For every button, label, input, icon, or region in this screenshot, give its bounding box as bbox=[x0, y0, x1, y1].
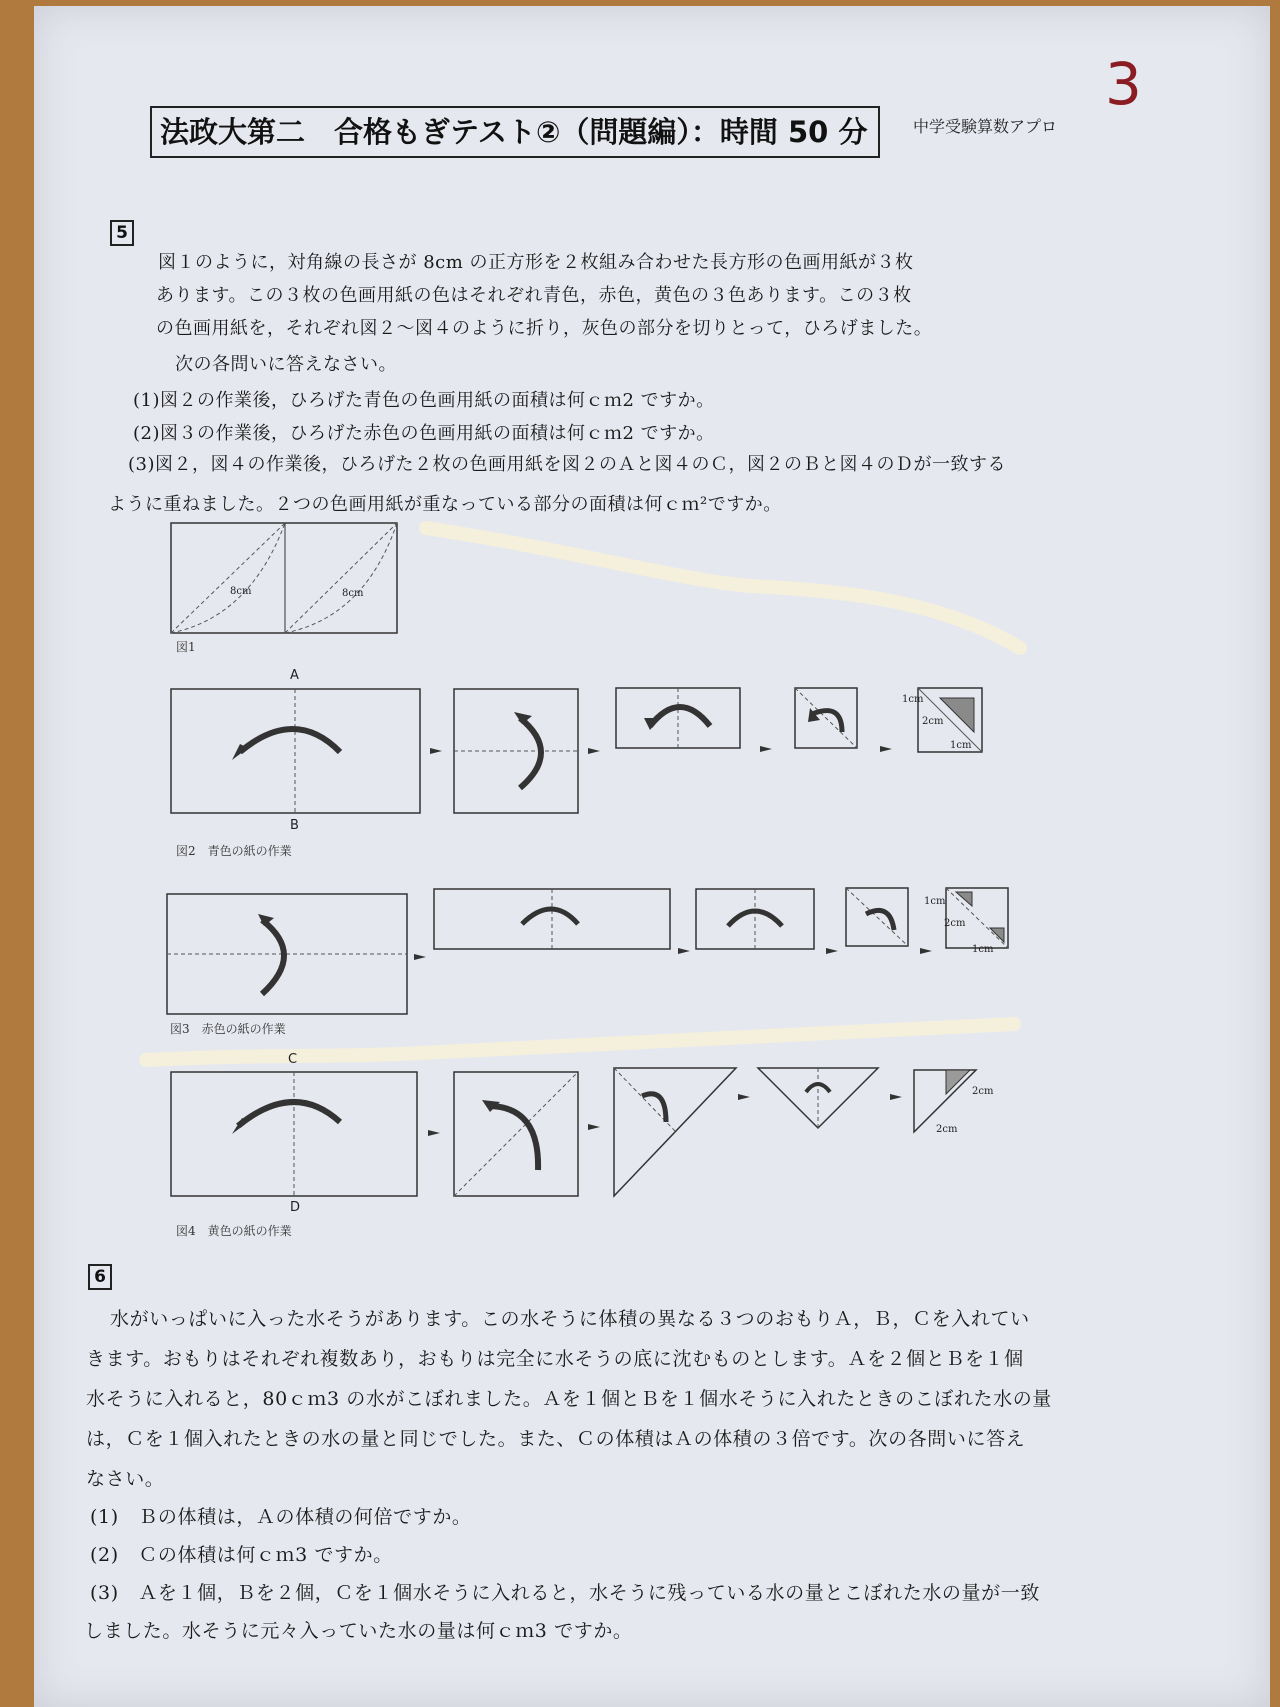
figure-3-diagram bbox=[166, 888, 1010, 1018]
fig3-caption: 図3 赤色の紙の作業 bbox=[170, 1022, 286, 1036]
fig2-dim-3: 1cm bbox=[950, 740, 972, 751]
q6-sub-question-1: (1) Ｂの体積は，Ａの体積の何倍ですか。 bbox=[90, 1506, 472, 1528]
fig1-diagonal-label-1: 8cm bbox=[230, 586, 252, 597]
figure-2-diagram bbox=[170, 688, 1030, 814]
highlighter-mark-2 bbox=[140, 1008, 1020, 1068]
highlighter-mark-1 bbox=[420, 520, 1030, 660]
fig2-label-b: B bbox=[290, 818, 299, 833]
q6-text-line-2: きます。おもりはそれぞれ複数あり，おもりは完全に水そうの底に沈むものとします。Ａを２個とＢを１個 bbox=[86, 1348, 1024, 1370]
q5-text-line-3: の色画用紙を，それぞれ図２～図４のように折り，灰色の部分を切りとって，ひろげました。 bbox=[156, 318, 933, 339]
fig4-label-c: C bbox=[288, 1052, 298, 1067]
fig3-dim-3: 1cm bbox=[972, 944, 994, 955]
publisher-name: 中学受験算数アプロ bbox=[913, 117, 1058, 136]
fig2-caption: 図2 青色の紙の作業 bbox=[176, 844, 292, 858]
q5-sub-question-1: (1)図２の作業後，ひろげた青色の色画用紙の面積は何ｃｍ2 ですか。 bbox=[133, 390, 715, 411]
question-5-number: 5 bbox=[110, 220, 134, 246]
fig1-diagonal-label-2: 8cm bbox=[342, 588, 364, 599]
fig4-dim-2: 2cm bbox=[936, 1124, 958, 1135]
page-number: 3 bbox=[1105, 50, 1142, 118]
q5-text-line-2: あります。この３枚の色画用紙の色はそれぞれ青色，赤色，黄色の３色あります。この３枚 bbox=[156, 285, 912, 306]
q6-text-line-1: 水がいっぱいに入った水そうがあります。この水そうに体積の異なる３つのおもりＡ，Ｂ，Ｃを入れてい bbox=[110, 1308, 1030, 1330]
q6-text-line-4: は，Ｃを１個入れたときの水の量と同じでした。また、Ｃの体積はＡの体積の３倍です。次の各問いに答え bbox=[86, 1428, 1026, 1450]
fig4-dim-1: 2cm bbox=[972, 1086, 994, 1097]
page-title: 法政大第二 合格もぎテスト②（問題編）：時間 50 分 bbox=[150, 106, 880, 158]
fig1-caption: 図1 bbox=[176, 640, 196, 654]
figure-4-diagram bbox=[170, 1066, 990, 1198]
q6-text-line-3: 水そうに入れると，80ｃｍ3 の水がこぼれました。Ａを１個とＢを１個水そうに入れたときのこぼれた水の量 bbox=[86, 1388, 1052, 1410]
fig3-dim-2: 2cm bbox=[944, 918, 966, 929]
fig2-label-a: A bbox=[290, 668, 299, 683]
q5-sub-question-2: (2)図３の作業後，ひろげた赤色の色画用紙の面積は何ｃｍ2 ですか。 bbox=[133, 423, 715, 444]
fig2-dim-2: 2cm bbox=[922, 716, 944, 727]
fig3-dim-1: 1cm bbox=[924, 896, 946, 907]
q6-text-line-5: なさい。 bbox=[86, 1468, 165, 1490]
fig4-label-d: D bbox=[290, 1200, 301, 1215]
figure-1-diagram bbox=[170, 522, 398, 634]
fig4-caption: 図4 黄色の紙の作業 bbox=[176, 1224, 292, 1238]
q6-sub-question-3-cont: しました。水そうに元々入っていた水の量は何ｃｍ3 ですか。 bbox=[84, 1620, 633, 1642]
q5-sub-question-3-cont: ように重ねました。２つの色画用紙が重なっている部分の面積は何ｃｍ²ですか。 bbox=[108, 494, 782, 515]
q5-sub-question-3: (3)図２，図４の作業後，ひろげた２枚の色画用紙を図２のＡと図４のＣ，図２のＢと図４のＤが一致する bbox=[128, 454, 1006, 475]
q5-text-line-4: 次の各問いに答えなさい。 bbox=[175, 354, 397, 375]
q6-sub-question-2: (2) Ｃの体積は何ｃｍ3 ですか。 bbox=[90, 1544, 393, 1566]
fig2-dim-1: 1cm bbox=[902, 694, 924, 705]
q6-sub-question-3: (3) Ａを１個，Ｂを２個，Ｃを１個水そうに入れると，水そうに残っている水の量とこぼれた水の量が一致 bbox=[90, 1582, 1040, 1604]
q5-text-line-1: 図１のように，対角線の長さが 8cm の正方形を２枚組み合わせた長方形の色画用紙が３枚 bbox=[158, 252, 914, 273]
question-6-number: 6 bbox=[88, 1264, 112, 1290]
